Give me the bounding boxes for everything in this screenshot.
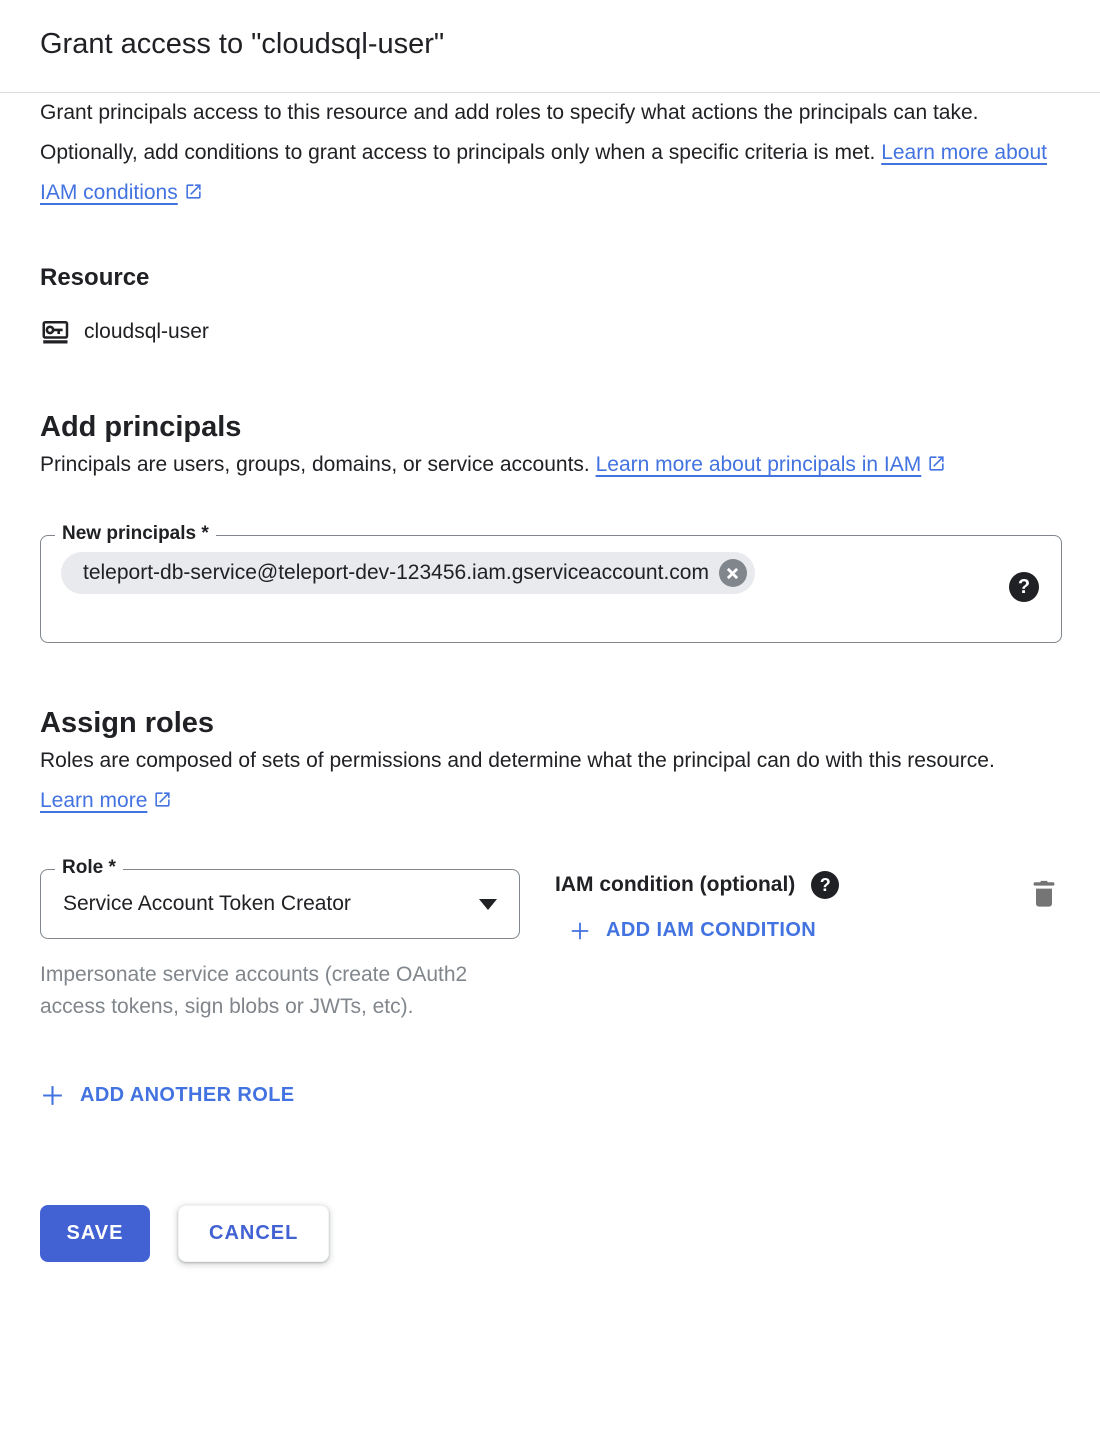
- cancel-button[interactable]: CANCEL: [178, 1205, 329, 1262]
- assign-roles-heading: Assign roles: [40, 707, 215, 739]
- role-row: [40, 857, 1060, 1023]
- external-link-icon: [184, 182, 203, 201]
- add-iam-condition-button[interactable]: [569, 919, 816, 942]
- roles-learn-more-link[interactable]: Learn more: [40, 789, 148, 812]
- add-principals-text: Principals are users, groups, domains, or service accounts.: [40, 453, 590, 476]
- save-button[interactable]: SAVE: [40, 1205, 150, 1262]
- intro-text: Grant principals access to this resource and add roles to specify what actions the principals can take. Optionally, add conditions to grant access to principals only when a specific criteria is met.: [40, 101, 979, 164]
- role-select[interactable]: [40, 857, 520, 939]
- dialog-body: [0, 93, 1100, 1287]
- chip-remove-button[interactable]: [719, 559, 747, 587]
- resource-row: [40, 317, 1060, 347]
- external-link-icon: [153, 790, 172, 809]
- add-iam-condition-label: ADD IAM CONDITION: [606, 919, 817, 941]
- dialog-header: [0, 0, 1100, 93]
- resource-name: cloudsql-user: [84, 320, 209, 343]
- principal-chip-value: teleport-db-service@teleport-dev-123456.iam.gserviceaccount.com: [83, 561, 709, 584]
- add-principals-paragraph: [40, 445, 1050, 485]
- footer-actions: [40, 1205, 1060, 1262]
- plus-icon: [40, 1083, 65, 1108]
- service-account-key-icon: [40, 317, 70, 347]
- role-label: Role *: [55, 857, 123, 879]
- iam-condition-column: [555, 869, 839, 947]
- principal-chip: [61, 552, 755, 594]
- chevron-down-icon: [479, 899, 497, 910]
- iam-conditions-learn-more-link[interactable]: Learn more about IAM conditions: [40, 141, 1047, 204]
- trash-icon: [1028, 878, 1060, 910]
- assign-roles-paragraph: [40, 741, 1050, 821]
- new-principals-label: New principals *: [55, 523, 216, 545]
- resource-heading: Resource: [40, 264, 150, 291]
- plus-icon: [569, 920, 591, 942]
- add-another-role-label: ADD ANOTHER ROLE: [80, 1084, 295, 1106]
- role-selected-value: Service Account Token Creator: [63, 892, 351, 915]
- page-title: Grant access to "cloudsql-user": [40, 28, 445, 60]
- intro-paragraph: [40, 93, 1050, 213]
- iam-condition-help-icon[interactable]: ?: [811, 871, 839, 899]
- principals-help-icon[interactable]: ?: [1009, 572, 1039, 602]
- role-description: Impersonate service accounts (create OAuth2 access tokens, sign blobs or JWTs, etc).: [40, 963, 468, 1018]
- new-principals-field[interactable]: [40, 523, 1062, 643]
- close-icon: [726, 567, 739, 580]
- iam-condition-label: IAM condition (optional): [555, 873, 796, 896]
- principals-learn-more-link[interactable]: Learn more about principals in IAM: [595, 453, 922, 476]
- external-link-icon: [927, 454, 946, 473]
- add-another-role-button[interactable]: [40, 1083, 295, 1108]
- delete-role-button[interactable]: [1028, 877, 1060, 911]
- role-column: [40, 857, 520, 1023]
- assign-roles-text: Roles are composed of sets of permissions and determine what the principal can do with this resource.: [40, 749, 995, 772]
- add-principals-heading: Add principals: [40, 411, 242, 443]
